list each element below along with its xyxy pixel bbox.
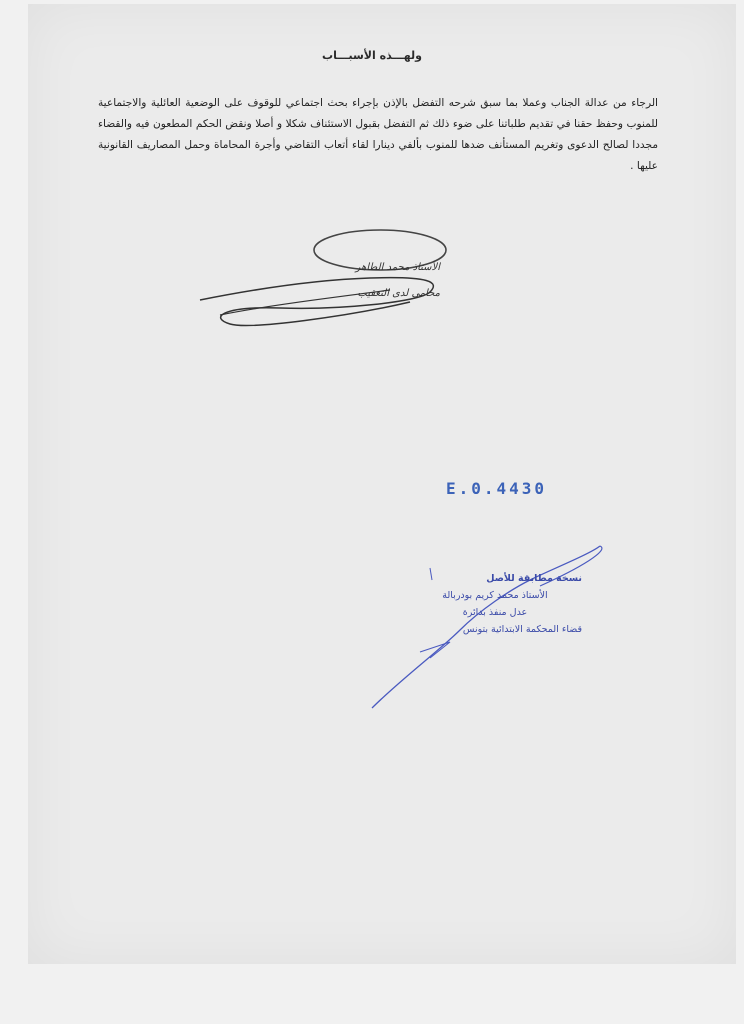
lawyer-signature [190, 220, 460, 340]
stamp-bailiff-name: الأستاذ محمد كريم بودربالة [442, 590, 548, 601]
stamp-certified-copy: نسخة مطابقة للأصل [486, 573, 582, 584]
section-heading: ولهـــذه الأسبـــاب [322, 49, 422, 62]
signature-name: الأستاذ محمد الطاهر [355, 262, 440, 273]
signature-title: محامي لدى التعقيب [357, 288, 440, 299]
stamp-court-jurisdiction: قضاء المحكمة الابتدائية بتونس [462, 624, 582, 635]
registration-stamp-number: E.0.4430 [446, 479, 548, 498]
stamp-bailiff-title: عدل منفذ بدائرة [462, 607, 528, 618]
request-paragraph: الرجاء من عدالة الجناب وعملا بما سبق شرحه التفضل بالإذن بإجراء بحث اجتماعي للوقوف على الوضعية العائلية والاجتماعية للمنوب وحفظ حقنا في تقديم طلباتنا على ضوء ذلك ثم التفضل بقبول الاستئناف شكلا و أصلا ونقض الحكم المطعون فيه والقضاء مجددا لصالح الدعوى وتغريم المستأنف ضدها للمنوب بألفي دينارا لقاء أتعاب التقاضي وأجرة المحاماة وحمل المصاريف القانونية عليها . [98, 97, 658, 172]
certification-stamp [408, 570, 582, 638]
